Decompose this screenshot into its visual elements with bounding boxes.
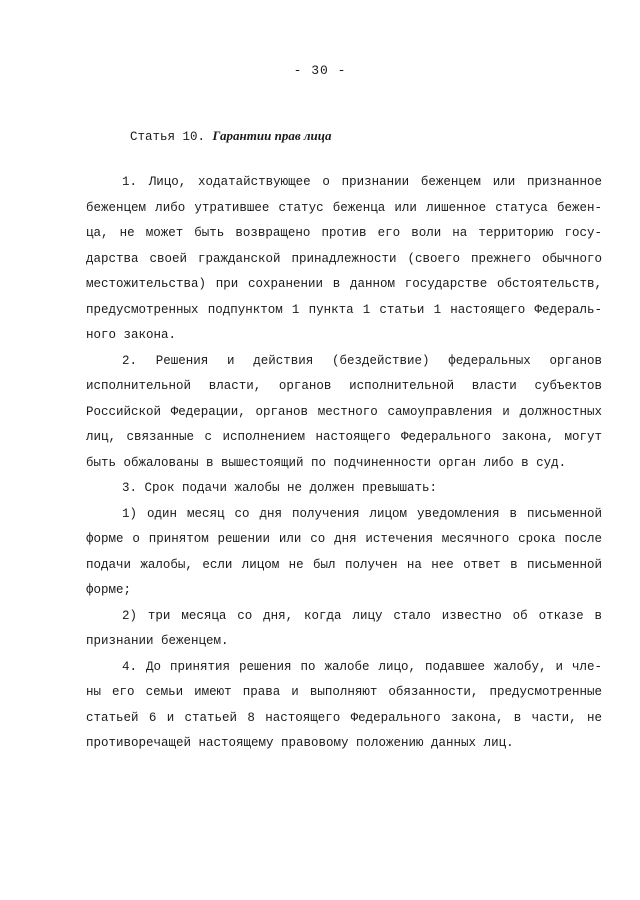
- page-number: - 30 -: [293, 63, 347, 78]
- text-line: дарства своей гражданской принадлежности (своего прежнего обычного: [86, 251, 602, 266]
- text-line: статьей 6 и статьей 8 настоящего Федерального закона, в части, не: [86, 710, 602, 725]
- text-line: форме;: [86, 583, 132, 597]
- text-line: противоречащей настоящему правовому положению данных лиц.: [86, 736, 514, 750]
- text-line: предусмотренных подпунктом 1 пункта 1 статьи 1 настоящего Федераль-: [86, 302, 602, 317]
- text-line: ного закона.: [86, 328, 177, 342]
- text-line: 2. Решения и действия (бездействие) федеральных органов: [122, 353, 602, 368]
- text-line: Российской Федерации, органов местного самоуправления и должностных: [86, 404, 602, 419]
- text-line: подачи жалобы, если лицом не был получен на нее ответ в письменной: [86, 557, 602, 572]
- text-line: 1. Лицо, ходатайствующее о признании беженцем или признанное: [122, 175, 602, 189]
- text-line: беженцем либо утратившее статус беженца или лишенное статуса бежен-: [86, 200, 602, 215]
- article-number: Статья 10.: [130, 130, 206, 144]
- article-body: [86, 170, 602, 757]
- text-line: 2) три месяца со дня, когда лицу стало известно об отказе в: [122, 608, 602, 623]
- article-title: Гарантии прав лица: [212, 128, 332, 143]
- text-line: форме о принятом решении или со дня истечения месячного срока после: [86, 532, 602, 546]
- text-line: 4. До принятия решения по жалобе лицо, подавшее жалобу, и чле-: [122, 659, 602, 674]
- text-line: ца, не может быть возвращено против его воли на территорию госу-: [86, 226, 602, 240]
- text-line: ны его семьи имеют права и выполняют обязанности, предусмотренные: [86, 685, 602, 699]
- text-line: 3. Срок подачи жалобы не должен превышать:: [122, 481, 438, 495]
- text-line: лиц, связанные с исполнением настоящего Федерального закона, могут: [86, 430, 602, 444]
- text-line: признании беженцем.: [86, 634, 229, 648]
- text-line: исполнительной власти, органов исполнительной власти субъектов: [86, 379, 602, 393]
- text-line: быть обжалованы в вышестоящий по подчиненности орган либо в суд.: [86, 455, 567, 470]
- text-line: 1) один месяц со дня получения лицом уведомления в письменной: [122, 506, 602, 521]
- article-heading: [130, 128, 332, 144]
- text-line: местожительства) при сохранении в данном государстве обстоятельств,: [86, 277, 602, 291]
